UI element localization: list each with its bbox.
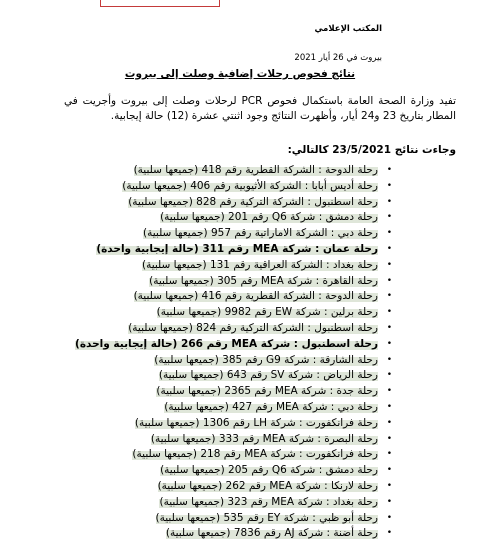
flight-result-item xyxy=(92,526,392,542)
flight-result-item xyxy=(92,274,392,290)
flight-result-item xyxy=(92,368,392,384)
flight-result-item xyxy=(92,400,392,416)
flight-result-item xyxy=(92,416,392,432)
bullet-icon: • xyxy=(386,307,392,318)
flight-result-text: رحلة دمشق : شركة Q6 رقم 201 (جميعها سلبية) xyxy=(160,211,378,224)
header-stamp-frame xyxy=(100,0,220,7)
flight-result-text: رحلة دمشق : شركة Q6 رقم 205 (جميعها سلبية) xyxy=(160,464,378,477)
flight-result-text: رحلة بغداد : شركة MEA رقم 323 (جميعها سلبية) xyxy=(159,495,378,508)
bullet-icon: • xyxy=(386,338,392,349)
bullet-icon: • xyxy=(386,322,392,333)
bullet-icon: • xyxy=(386,243,392,254)
flight-result-item xyxy=(92,321,392,337)
flight-result-text: رحلة أضنة : شركة AJ رقم 7836 (جميعها سلبية) xyxy=(165,527,378,540)
flight-result-item xyxy=(75,337,392,353)
flight-result-item xyxy=(92,305,392,321)
flight-result-text: رحلة الشارقة : شركة G9 رقم 385 (جميعها سلبية) xyxy=(154,353,378,366)
flight-result-item xyxy=(92,495,392,511)
bullet-icon: • xyxy=(386,512,392,523)
flight-result-item xyxy=(92,384,392,400)
flight-result-text: رحلة اسطنبول : الشركة التركية رقم 824 (جميعها سلبية) xyxy=(128,321,378,334)
bullet-icon: • xyxy=(386,370,392,381)
flight-result-text: رحلة اسطنبول : الشركة التركية رقم 828 (جميعها سلبية) xyxy=(128,195,378,208)
document-date: بيروت في 26 أيار 2021 xyxy=(294,53,382,63)
flight-result-item xyxy=(92,226,392,242)
flight-result-item xyxy=(92,479,392,495)
flight-result-text: رحلة فرانكفورت : شركة LH رقم 1306 (جميعها سلبية) xyxy=(134,416,378,429)
flight-result-text: رحلة القاهرة : شركة MEA رقم 305 (جميعها سلبية) xyxy=(149,274,378,287)
flight-result-item xyxy=(92,258,392,274)
flight-result-text: رحلة جدة : شركة MEA رقم 2365 (جميعها سلبية) xyxy=(156,385,378,398)
flight-result-item xyxy=(92,432,392,448)
flight-result-text: رحلة البصرة : شركة MEA رقم 333 (جميعها سلبية) xyxy=(150,432,378,445)
results-heading: وجاءت نتائج 23/5/2021 كالتالي: xyxy=(287,144,456,156)
bullet-icon: • xyxy=(386,275,392,286)
bullet-icon: • xyxy=(386,291,392,302)
bullet-icon: • xyxy=(386,465,392,476)
flight-result-text: رحلة الرياض : شركة SV رقم 643 (جميعها سلبية) xyxy=(158,369,378,382)
flight-result-item xyxy=(92,447,392,463)
flight-results-list xyxy=(75,163,392,542)
flight-result-text: رحلة الدوحة : الشركة القطرية رقم 416 (جميعها سلبية) xyxy=(133,290,378,303)
bullet-icon: • xyxy=(386,401,392,412)
flight-result-text: رحلة دبي : شركة MEA رقم 427 (جميعها سلبية) xyxy=(164,400,378,413)
flight-result-text: رحلة عمان : شركة MEA رقم 311 (حالة إيجابية واحدة) xyxy=(96,242,378,255)
flight-result-item xyxy=(92,195,392,211)
flight-result-text: رحلة أبو ظبي : شركة EY رقم 535 (جميعها سلبية) xyxy=(155,511,378,524)
bullet-icon: • xyxy=(386,259,392,270)
flight-result-text: رحلة برلين : شركة EW رقم 9982 (جميعها سلبية) xyxy=(156,306,378,319)
flight-result-text: رحلة أديس أبابا : الشركة الأثيوبية رقم 406 (جميعها سلبية) xyxy=(122,179,378,192)
bullet-icon: • xyxy=(386,386,392,397)
bullet-icon: • xyxy=(386,496,392,507)
bullet-icon: • xyxy=(386,212,392,223)
flight-result-item xyxy=(92,163,392,179)
flight-result-item xyxy=(92,289,392,305)
bullet-icon: • xyxy=(386,196,392,207)
flight-result-item xyxy=(92,463,392,479)
flight-result-text: رحلة بغداد : الشركة العراقية رقم 131 (جميعها سلبية) xyxy=(141,258,378,271)
bullet-icon: • xyxy=(386,417,392,428)
bullet-icon: • xyxy=(386,433,392,444)
flight-result-text: رحلة الدوحة : الشركة القطرية رقم 418 (جميعها سلبية) xyxy=(133,164,378,176)
bullet-icon: • xyxy=(386,180,392,191)
flight-result-item xyxy=(92,511,392,527)
bullet-icon: • xyxy=(386,528,392,539)
flight-result-text: رحلة فرانكفورت : شركة MEA رقم 218 (جميعها سلبية) xyxy=(132,448,378,461)
bullet-icon: • xyxy=(386,480,392,491)
flight-result-item xyxy=(92,242,392,258)
flight-result-text: رحلة لارنكا : شركة MEA رقم 262 (جميعها سلبية) xyxy=(157,479,378,492)
intro-paragraph: تفيد وزارة الصحة العامة باستكمال فحوص PCR لرحلات وصلت إلى بيروت وأجريت في المطار بتاريخ 23 و24 أيار، وأظهرت النتائج وجود اثنتي عشرة (12) حالة إيجابية. xyxy=(64,95,456,122)
flight-result-item xyxy=(92,179,392,195)
bullet-icon: • xyxy=(386,449,392,460)
bullet-icon: • xyxy=(386,165,392,175)
flight-result-item xyxy=(92,353,392,369)
flight-result-item xyxy=(92,210,392,226)
bullet-icon: • xyxy=(386,354,392,365)
office-label: المكتب الإعلامي xyxy=(314,24,382,34)
bullet-icon: • xyxy=(386,228,392,239)
document-title: نتائج فحوص رحلات إضافية وصلت إلى بيروت xyxy=(124,68,356,80)
flight-result-text: رحلة دبي : الشركة الاماراتية رقم 957 (جميعها سلبية) xyxy=(143,227,378,240)
flight-result-text: رحلة اسطنبول : شركة MEA رقم 266 (حالة إيجابية واحدة) xyxy=(75,337,378,350)
